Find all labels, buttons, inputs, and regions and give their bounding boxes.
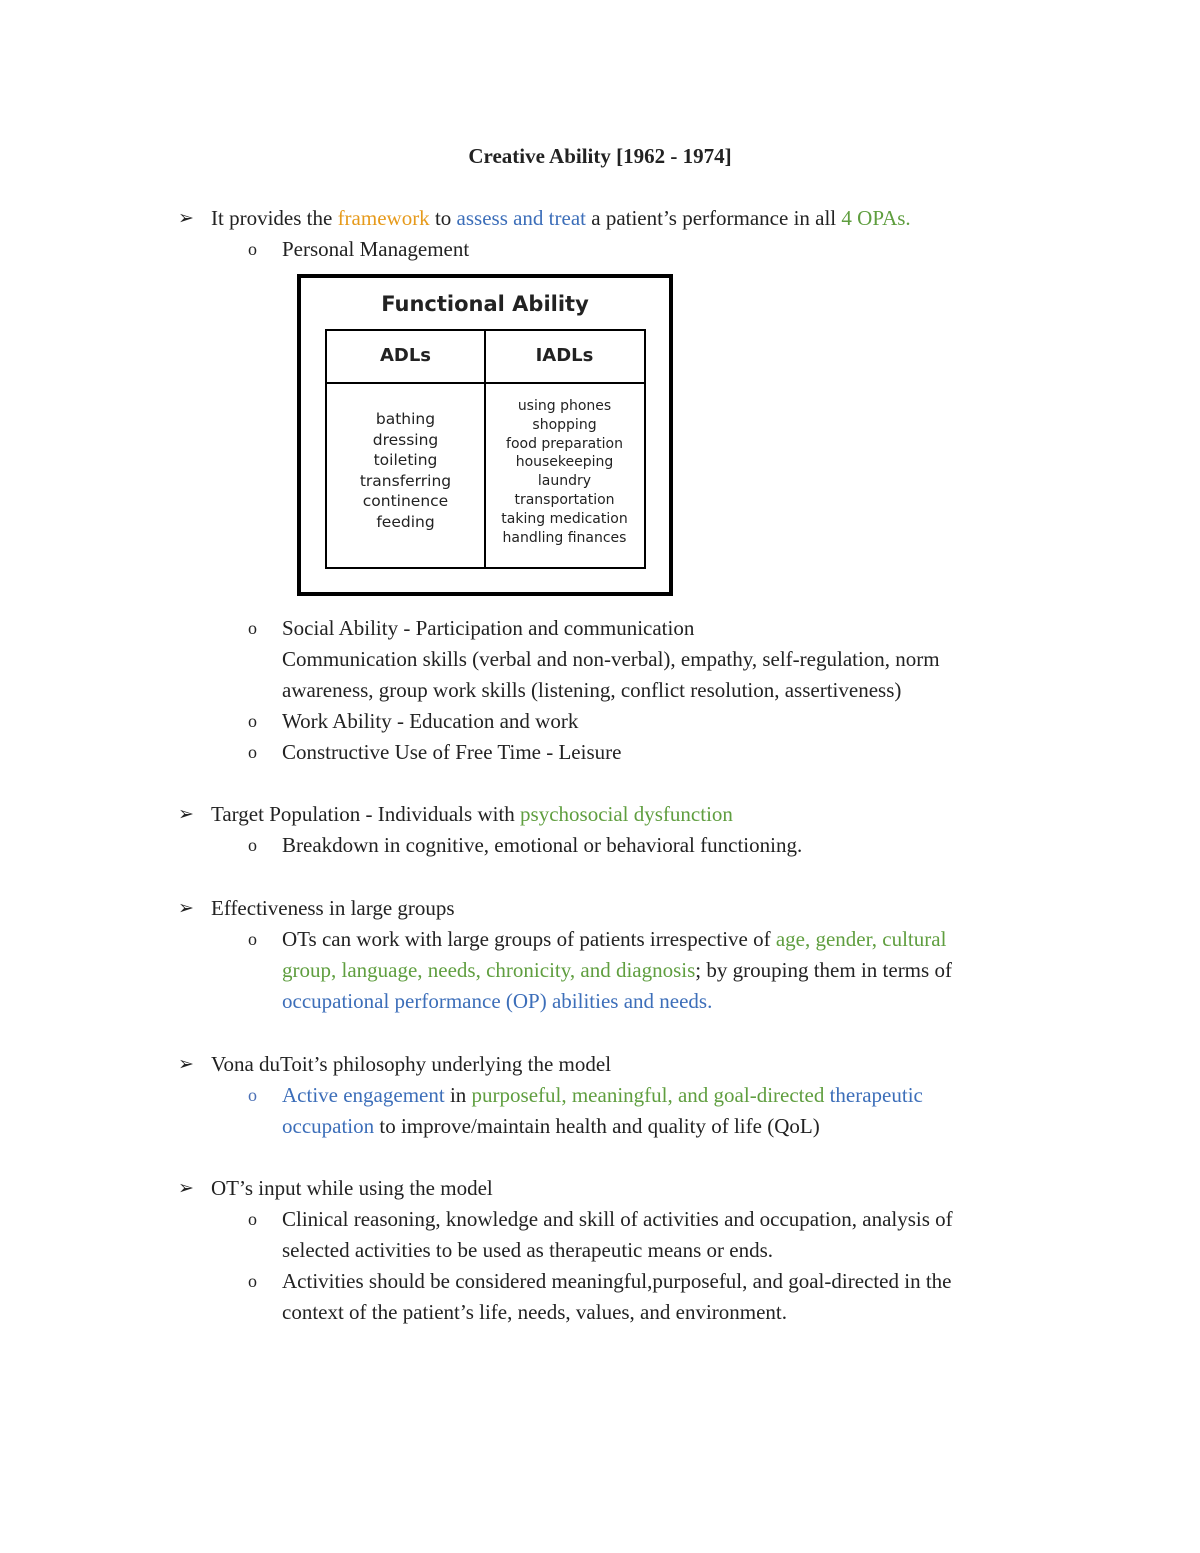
arrow-bullet-icon: ➢ (178, 803, 194, 825)
list-item: transportation (514, 491, 615, 508)
clinical-reasoning-line-1 (0, 1204, 1058, 1235)
list-item: food preparation (506, 435, 623, 452)
arrow-bullet-icon: ➢ (178, 1053, 194, 1075)
activities-line-1 (0, 1266, 1058, 1297)
large-groups-text: Effectiveness in large groups (211, 896, 455, 920)
active-engagement-keyword: Active engagement (282, 1083, 445, 1107)
social-detail-line-2: awareness, group work skills (listening, conflict resolution, assertiveness) (282, 678, 902, 702)
framework-text-3: a patient’s performance in all (586, 206, 842, 230)
iadls-header: IADLs (535, 345, 594, 366)
personal-management-item (0, 234, 1058, 265)
large-groups-text-1: OTs can work with large groups of patients irrespective of (282, 927, 776, 951)
framework-line (0, 203, 1200, 234)
purposeful-keyword: purposeful, meaningful, and goal-directed (471, 1083, 825, 1107)
activities-line-2: context of the patient’s life, needs, values, and environment. (282, 1300, 788, 1324)
section-large-groups (0, 893, 1200, 1017)
large-groups-text-2: ; by grouping them in terms of (695, 958, 952, 982)
personal-management-text: Personal Management (282, 237, 470, 261)
ot-input-text: OT’s input while using the model (211, 1176, 493, 1200)
section-abilities (0, 613, 1200, 768)
social-detail-line-1: Communication skills (verbal and non-verbal), empathy, self-regulation, norm (282, 647, 940, 671)
list-item: feeding (376, 512, 435, 531)
list-item: continence (362, 492, 449, 511)
demographics-keyword-1: age, gender, cultural (775, 927, 947, 951)
social-ability-text: Social Ability - Participation and communication (282, 616, 695, 640)
therapeutic-keyword: therapeutic (829, 1083, 923, 1107)
list-item: shopping (532, 416, 597, 433)
op-abilities-keyword: occupational performance (OP) abilities and needs. (282, 989, 713, 1013)
philosophy-line-1 (0, 1080, 1058, 1111)
framework-keyword: framework (337, 206, 430, 230)
list-item: bathing (375, 410, 436, 428)
adls-list (327, 409, 484, 533)
circle-bullet-icon: o (248, 742, 257, 762)
framework-text-2: to (429, 206, 457, 230)
circle-bullet-icon: o (248, 239, 257, 259)
demographics-keyword-2: group, language, needs, chronicity, and diagnosis (282, 958, 696, 982)
circle-bullet-icon: o (248, 1271, 257, 1291)
circle-bullet-icon: o (248, 929, 257, 949)
arrow-bullet-icon: ➢ (178, 897, 194, 919)
philosophy-text-1: in (444, 1083, 472, 1107)
functional-ability-figure (297, 274, 673, 596)
occupation-keyword: occupation (282, 1114, 375, 1138)
circle-bullet-icon: o (248, 1209, 257, 1229)
list-item: taking medication (501, 510, 628, 527)
leisure-text: Constructive Use of Free Time - Leisure (282, 740, 622, 764)
target-population-text: Target Population - Individuals with (211, 802, 521, 826)
section-ot-input (0, 1173, 1200, 1328)
list-item: toileting (373, 451, 438, 470)
target-population-line (0, 799, 1200, 830)
table-header-divider (327, 382, 644, 384)
breakdown-text: Breakdown in cognitive, emotional or behavioral functioning. (282, 833, 803, 857)
adls-header: ADLs (379, 345, 432, 366)
arrow-bullet-icon: ➢ (178, 1177, 194, 1199)
large-groups-line-2 (0, 955, 1058, 986)
framework-text-1: It provides the (211, 206, 338, 230)
section-framework (0, 203, 1200, 265)
opas-keyword: 4 OPAs. (841, 206, 911, 230)
circle-bullet-icon: o (248, 835, 257, 855)
work-ability-item (0, 706, 1058, 737)
social-ability-item (0, 613, 1058, 644)
iadls-list (486, 397, 643, 547)
clinical-reasoning-text-1: Clinical reasoning, knowledge and skill of activities and occupation, analysis of (282, 1207, 953, 1231)
arrow-bullet-icon: ➢ (178, 207, 194, 229)
list-item: handling finances (502, 529, 627, 546)
circle-bullet-icon: o (248, 711, 257, 731)
psychosocial-keyword: psychosocial dysfunction (520, 802, 733, 826)
breakdown-item (0, 830, 1058, 861)
philosophy-line-2 (0, 1111, 1058, 1142)
large-groups-line-3 (0, 986, 1058, 1017)
activities-text-1: Activities should be considered meaningful,purposeful, and goal-directed in the (282, 1269, 952, 1293)
circle-bullet-icon: o (248, 1085, 257, 1105)
figure-title: Functional Ability (381, 292, 589, 316)
list-item: laundry (537, 473, 592, 490)
clinical-reasoning-line-2: selected activities to be used as therapeutic means or ends. (282, 1238, 773, 1262)
assess-treat-keyword: assess and treat (456, 206, 586, 230)
list-item: housekeeping (515, 454, 614, 471)
philosophy-text-2: to improve/maintain health and quality of life (QoL) (374, 1114, 820, 1138)
list-item: dressing (372, 430, 439, 449)
ot-input-heading (0, 1173, 1200, 1204)
philosophy-heading (0, 1049, 1200, 1080)
circle-bullet-icon: o (248, 618, 257, 638)
section-target-population (0, 799, 1200, 861)
work-ability-text: Work Ability - Education and work (282, 709, 579, 733)
large-groups-line-1 (0, 924, 1058, 955)
page-title: Creative Ability [1962 - 1974] (468, 144, 732, 168)
list-item: transferring (359, 471, 452, 490)
section-philosophy (0, 1049, 1200, 1142)
large-groups-heading (0, 893, 1200, 924)
functional-ability-table (325, 329, 646, 569)
leisure-item (0, 737, 1058, 768)
list-item: using phones (517, 398, 612, 414)
philosophy-text: Vona duToit’s philosophy underlying the model (211, 1052, 612, 1076)
